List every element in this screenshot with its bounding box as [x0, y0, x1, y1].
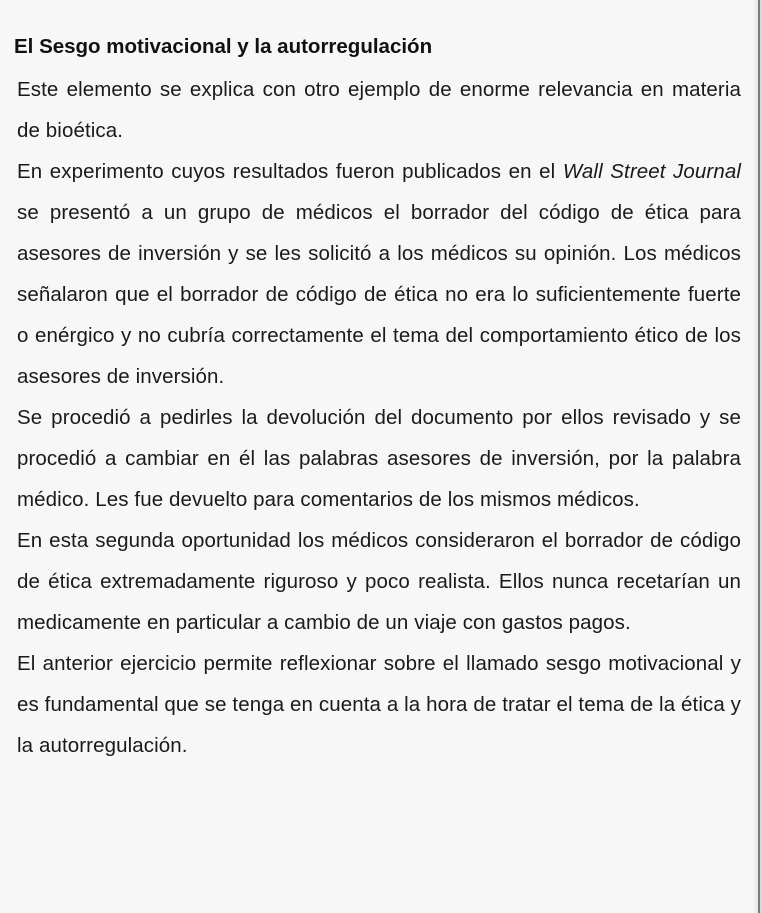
- paragraph-2-text-b: se presentó a un grupo de médicos el borrador del código de ética para asesores de inversión y se les solicitó a los médicos su opinión. Los médicos señalaron que el borrador de código de ética no era lo suficientemente fuerte o enérgico y no cubría correctamente el tema del comportamiento ético de los asesores de inversión.: [17, 201, 741, 388]
- page-edge-shadow: [752, 0, 762, 913]
- document-body: [17, 69, 741, 766]
- document-title: El Sesgo motivacional y la autorregulación: [14, 35, 433, 58]
- paragraph-2: [17, 151, 741, 397]
- paragraph-4: En esta segunda oportunidad los médicos consideraron el borrador de código de ética extremadamente riguroso y poco realista. Ellos nunca recetarían un medicamente en particular a cambio de un viaje con gastos pagos.: [17, 529, 741, 634]
- newspaper-name: Wall Street Journal: [562, 160, 741, 183]
- paragraph-1: Este elemento se explica con otro ejemplo de enorme relevancia en materia de bioética.: [17, 78, 741, 142]
- paragraph-3: Se procedió a pedirles la devolución del documento por ellos revisado y se procedió a cambiar en él las palabras asesores de inversión, por la palabra médico. Les fue devuelto para comentarios de los mismos médicos.: [17, 406, 741, 511]
- paragraph-2-text-a: En experimento cuyos resultados fueron publicados en el: [17, 160, 563, 183]
- paragraph-5: El anterior ejercicio permite reflexionar sobre el llamado sesgo motivacional y es fundamental que se tenga en cuenta a la hora de tratar el tema de la ética y la autorregulación.: [17, 652, 741, 757]
- page-edge-line: [758, 0, 760, 913]
